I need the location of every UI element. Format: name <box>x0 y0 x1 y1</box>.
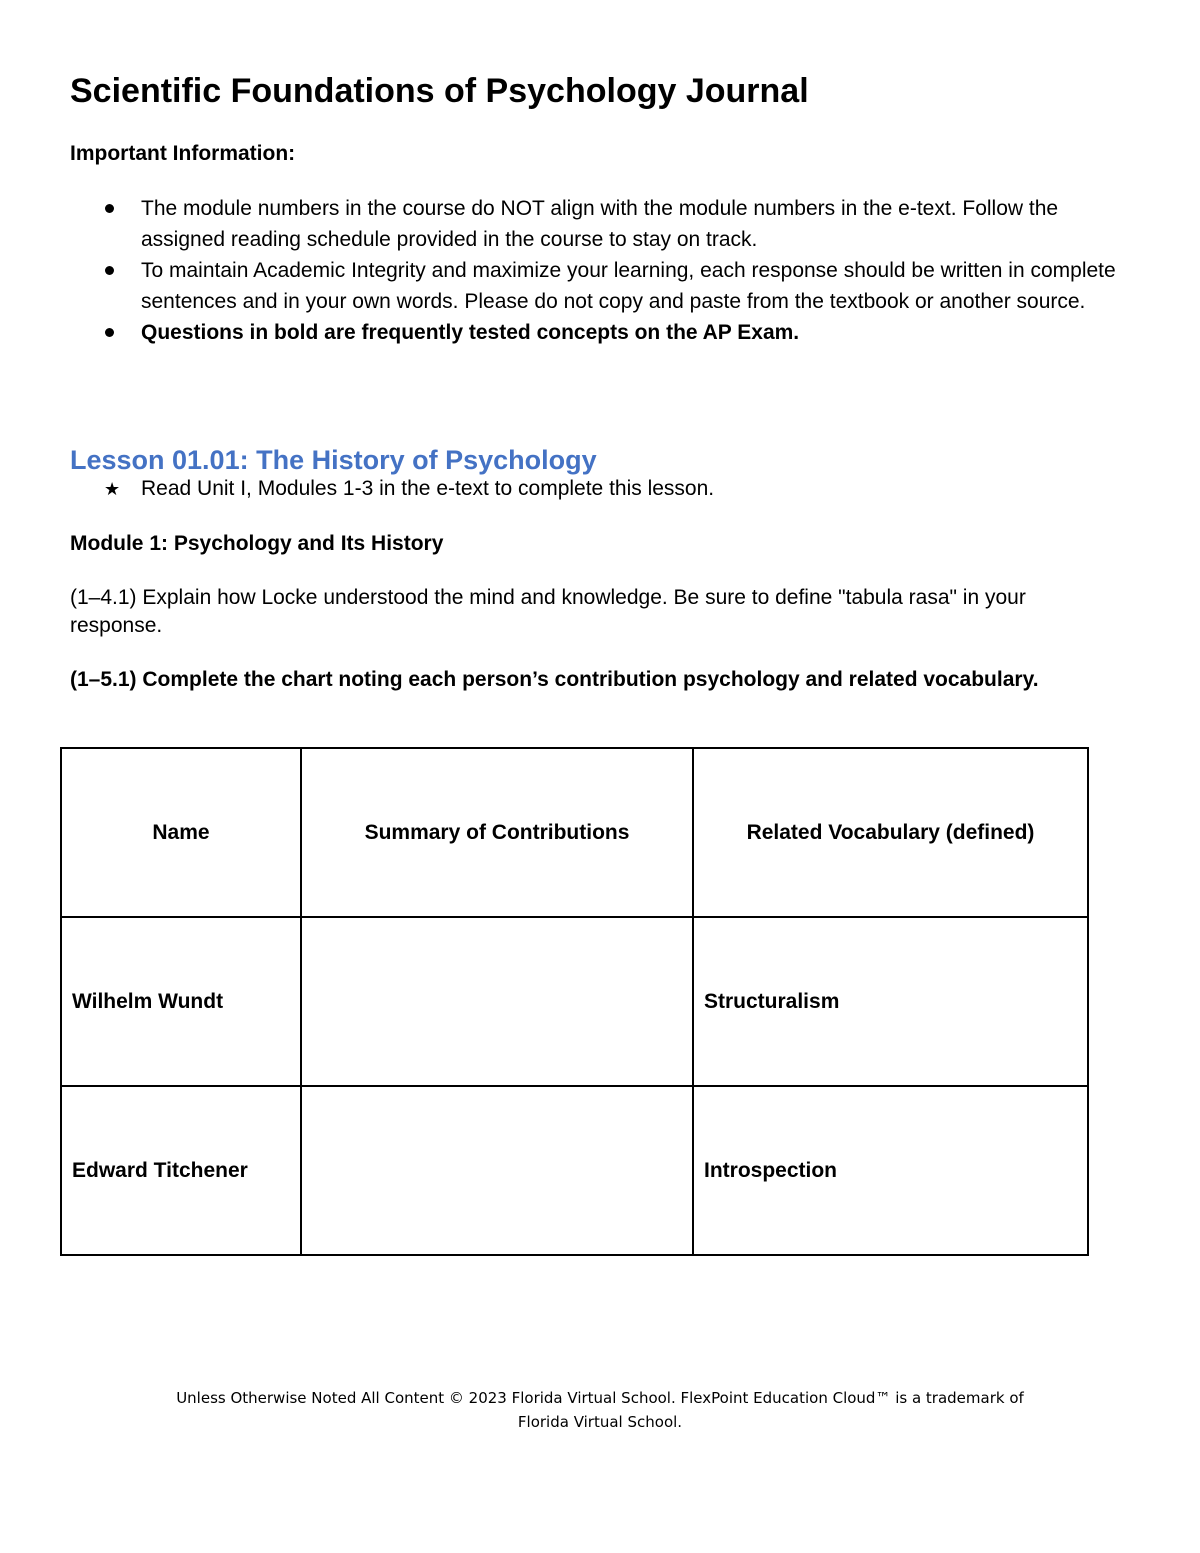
module-title: Module 1: Psychology and Its History <box>70 532 444 555</box>
question-chart-instructions: (1–5.1) Complete the chart noting each person’s contribution psychology and related vocabulary. <box>70 668 1039 691</box>
lesson-note-text: Read Unit I, Modules 1-3 in the e-text to complete this lesson. <box>141 477 715 500</box>
important-info-heading: Important Information: <box>70 142 296 165</box>
lesson-title: Lesson 01.01: The History of Psychology <box>70 445 597 475</box>
question-locke: (1–4.1) Explain how Locke understood the mind and knowledge. Be sure to define "tabula rasa" in your response. <box>70 586 1026 637</box>
table-cell-name: Wilhelm Wundt <box>61 917 301 1086</box>
info-list-item <box>70 317 1140 348</box>
table-header-vocabulary: Related Vocabulary (defined) <box>693 748 1088 917</box>
document-title: Scientific Foundations of Psychology Journal <box>70 72 809 110</box>
table-cell-vocabulary: Structuralism <box>693 917 1088 1086</box>
table-header-summary: Summary of Contributions <box>301 748 693 917</box>
table-cell-vocabulary: Introspection <box>693 1086 1088 1255</box>
footer-line: Florida Virtual School. <box>517 1413 683 1431</box>
table-row <box>61 1086 1088 1255</box>
table-header-row <box>61 748 1088 917</box>
info-item-text: To maintain Academic Integrity and maximize your learning, each response should be written in complete sentences and in your own words. Please do not copy and paste from the textbook or another source. <box>141 259 1116 313</box>
info-item-text: The module numbers in the course do NOT align with the module numbers in the e-text. Follow the assigned reading schedule provided in the course to stay on track. <box>141 197 1059 251</box>
table-cell-summary[interactable] <box>301 917 693 1086</box>
table-header-name: Name <box>61 748 301 917</box>
info-list-item <box>70 255 1140 317</box>
table-row <box>61 917 1088 1086</box>
important-info-list <box>70 193 1140 348</box>
table-cell-name: Edward Titchener <box>61 1086 301 1255</box>
bullet-icon <box>105 328 114 337</box>
lesson-reading-note <box>104 475 714 503</box>
info-item-text: Questions in bold are frequently tested concepts on the AP Exam. <box>141 321 800 344</box>
info-list-item <box>70 193 1140 255</box>
contributions-table <box>60 747 1089 1256</box>
table-cell-summary[interactable] <box>301 1086 693 1255</box>
star-icon: ★ <box>104 479 121 499</box>
bullet-icon <box>105 266 114 275</box>
copyright-footer <box>0 1386 1200 1434</box>
bullet-icon <box>105 204 114 213</box>
footer-line: Unless Otherwise Noted All Content © 2023 Florida Virtual School. FlexPoint Education Cloud™ is a trademark of <box>176 1389 1024 1407</box>
